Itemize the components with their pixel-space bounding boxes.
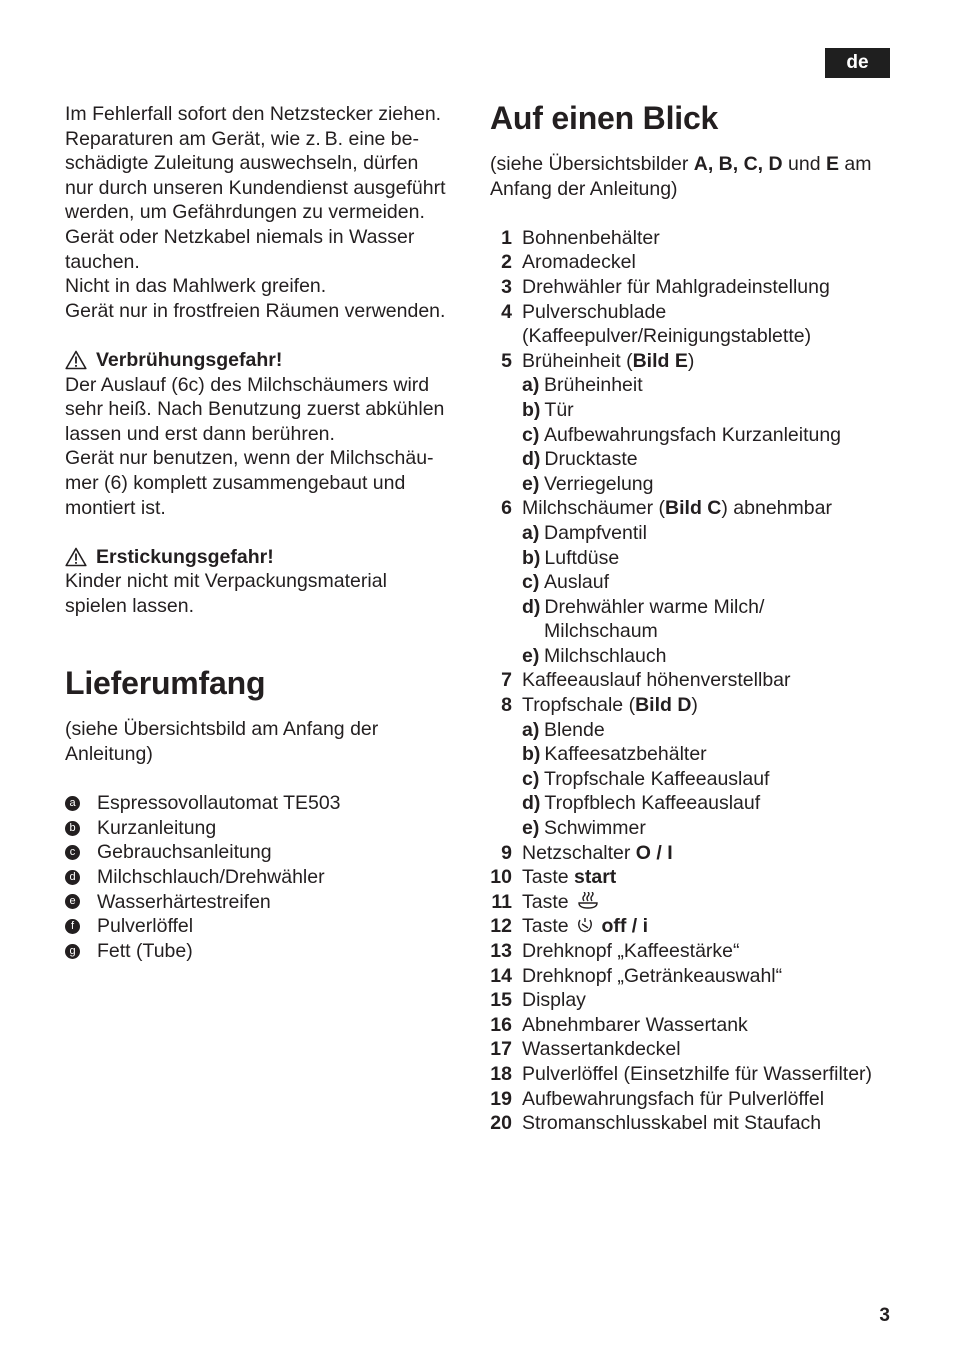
safety-line: Gerät oder Netzkabel niemals in Wasser	[65, 225, 415, 248]
list-item-text: Kurzanleitung	[97, 816, 217, 839]
list-item: 20 Stromanschlusskabel mit Staufach	[490, 1112, 822, 1135]
warning-line: lassen und erst dann berühren.	[65, 422, 335, 445]
list-item	[65, 840, 470, 865]
list-item: a) Dampfventil	[522, 521, 647, 544]
page-number: 3	[879, 1305, 890, 1326]
left-column	[65, 102, 470, 963]
list-item: 9 Netzschalter O / I	[501, 841, 673, 864]
warning-scald-title-text: Verbrühungsgefahr!	[96, 348, 283, 371]
bullet-letter: c	[65, 845, 80, 860]
list-item-text: Gebrauchsanleitung	[97, 841, 272, 864]
warning-scald	[65, 348, 470, 520]
list-item: c) Aufbewahrungsfach Kurzanleitung	[522, 423, 842, 446]
safety-line: Gerät nur in frostfreien Räumen verwenden.	[65, 299, 446, 322]
list-item: d) Tropfblech Kaffeeauslauf	[522, 792, 761, 815]
list-item	[65, 939, 470, 964]
warning-triangle-icon	[65, 547, 87, 567]
warning-triangle-icon	[65, 350, 87, 370]
warning-line: montiert ist.	[65, 496, 166, 519]
list-item: b) Tür	[522, 398, 574, 421]
warning-line: Gerät nur benutzen, wenn der Milchschäu-	[65, 447, 434, 470]
lieferumfang-intro: Anleitung)	[65, 743, 153, 766]
list-item: 2 Aromadeckel	[501, 251, 636, 274]
warning-line: spielen lassen.	[65, 594, 194, 617]
list-item: 6 Milchschäumer (Bild C) abnehmbar	[501, 497, 832, 520]
list-item: Milchschaum	[544, 620, 658, 643]
list-item: 14 Drehknopf „Getränkeauswahl“	[490, 964, 783, 987]
list-item: (Kaffeepulver/Reinigungstablette)	[522, 325, 812, 348]
bullet-letter: e	[65, 894, 80, 909]
warning-suffocation-title	[65, 545, 470, 570]
list-item	[65, 914, 470, 939]
list-item: 7 Kaffeeauslauf höhenverstellbar	[501, 669, 791, 692]
list-item-text: Fett (Tube)	[97, 939, 193, 962]
list-item: d) Drucktaste	[522, 448, 638, 471]
list-item: 4 Pulverschublade	[501, 300, 667, 323]
list-item-text: Milchschlauch/Drehwähler	[97, 866, 325, 889]
safety-line: werden, um Gefährdungen zu vermeiden.	[65, 201, 425, 224]
warning-line: mer (6) komplett zusammengebaut und	[65, 471, 406, 494]
bullet-letter: g	[65, 944, 80, 959]
list-item: c) Tropfschale Kaffeeauslauf	[522, 767, 770, 790]
parts-list	[490, 226, 910, 1136]
lieferumfang-intro: (siehe Übersichtsbild am Anfang der	[65, 718, 379, 741]
list-item	[65, 890, 470, 915]
overview-intro: (siehe Übersichtsbilder A, B, C, D und E am	[490, 153, 872, 175]
list-item-text: Espressovollautomat TE503	[97, 792, 341, 815]
overview-intro: Anfang der Anleitung)	[490, 177, 678, 200]
bullet-letter: d	[65, 870, 80, 885]
list-item-text: Pulverlöffel	[97, 915, 194, 938]
list-item: 1 Bohnenbehälter	[501, 226, 660, 249]
bullet-letter: a	[65, 796, 80, 811]
right-column	[490, 102, 910, 1136]
bullet-letter: b	[65, 821, 80, 836]
safety-line: tauchen.	[65, 250, 140, 273]
lieferumfang-heading: Lieferumfang	[65, 665, 266, 702]
list-item: 10 Taste start	[490, 866, 617, 889]
steam-icon	[576, 892, 600, 910]
list-item: 8 Tropfschale (Bild D)	[501, 694, 698, 717]
warning-line: Der Auslauf (6c) des Milchschäumers wird	[65, 373, 430, 396]
warning-suffocation	[65, 545, 470, 619]
warning-line: sehr heiß. Nach Benutzung zuerst abkühlen	[65, 398, 445, 421]
list-item-text: Wasserhärtestreifen	[97, 890, 271, 913]
safety-line: nur durch unseren Kundendienst ausgeführt	[65, 176, 446, 199]
safety-instructions	[65, 102, 470, 323]
list-item	[65, 865, 470, 890]
list-item: 13 Drehknopf „Kaffeestärke“	[490, 940, 740, 962]
lieferumfang-list	[65, 791, 470, 963]
list-item: e) Schwimmer	[522, 817, 646, 840]
list-item: 19 Aufbewahrungsfach für Pulverlöffel	[490, 1087, 825, 1110]
safety-line: schädigte Zuleitung auswechseln, dürfen	[65, 152, 419, 175]
list-item: d) Drehwähler warme Milch/	[522, 595, 765, 618]
care-icon	[576, 916, 594, 934]
list-item: 3 Drehwähler für Mahlgradeinstellung	[501, 275, 830, 298]
warning-line: Kinder nicht mit Verpackungsmaterial	[65, 570, 387, 593]
list-item: c) Auslauf	[522, 571, 610, 594]
list-item: b) Luftdüse	[522, 546, 620, 569]
safety-line: Im Fehlerfall sofort den Netzstecker ziehen.	[65, 103, 442, 125]
list-item: 5 Brüheinheit (Bild E)	[501, 349, 695, 372]
list-item	[65, 816, 470, 841]
list-item: a) Brüheinheit	[522, 374, 643, 397]
warning-suffocation-title-text: Erstickungsgefahr!	[96, 545, 274, 568]
list-item: a) Blende	[522, 718, 605, 741]
list-item: 11 Taste	[490, 890, 910, 915]
list-item: 18 Pulverlöffel (Einsetzhilfe für Wasserfilter)	[490, 1062, 873, 1085]
safety-line: Reparaturen am Gerät, wie z. B. eine be-	[65, 127, 419, 150]
list-item: 15 Display	[490, 989, 586, 1012]
list-item: e) Milchschlauch	[522, 644, 667, 667]
list-item	[65, 791, 470, 816]
list-item: 16 Abnehmbarer Wassertank	[490, 1013, 748, 1036]
safety-line: Nicht in das Mahlwerk greifen.	[65, 275, 327, 298]
bullet-letter: f	[65, 919, 80, 934]
list-item: e) Verriegelung	[522, 472, 654, 495]
language-badge: de	[825, 48, 890, 78]
warning-scald-title	[65, 348, 470, 373]
auf-einen-blick-heading: Auf einen Blick	[490, 100, 719, 136]
list-item: b) Kaffeesatzbehälter	[522, 743, 707, 766]
list-item: 17 Wassertankdeckel	[490, 1038, 681, 1061]
list-item: 12 Taste off / i	[490, 915, 649, 938]
